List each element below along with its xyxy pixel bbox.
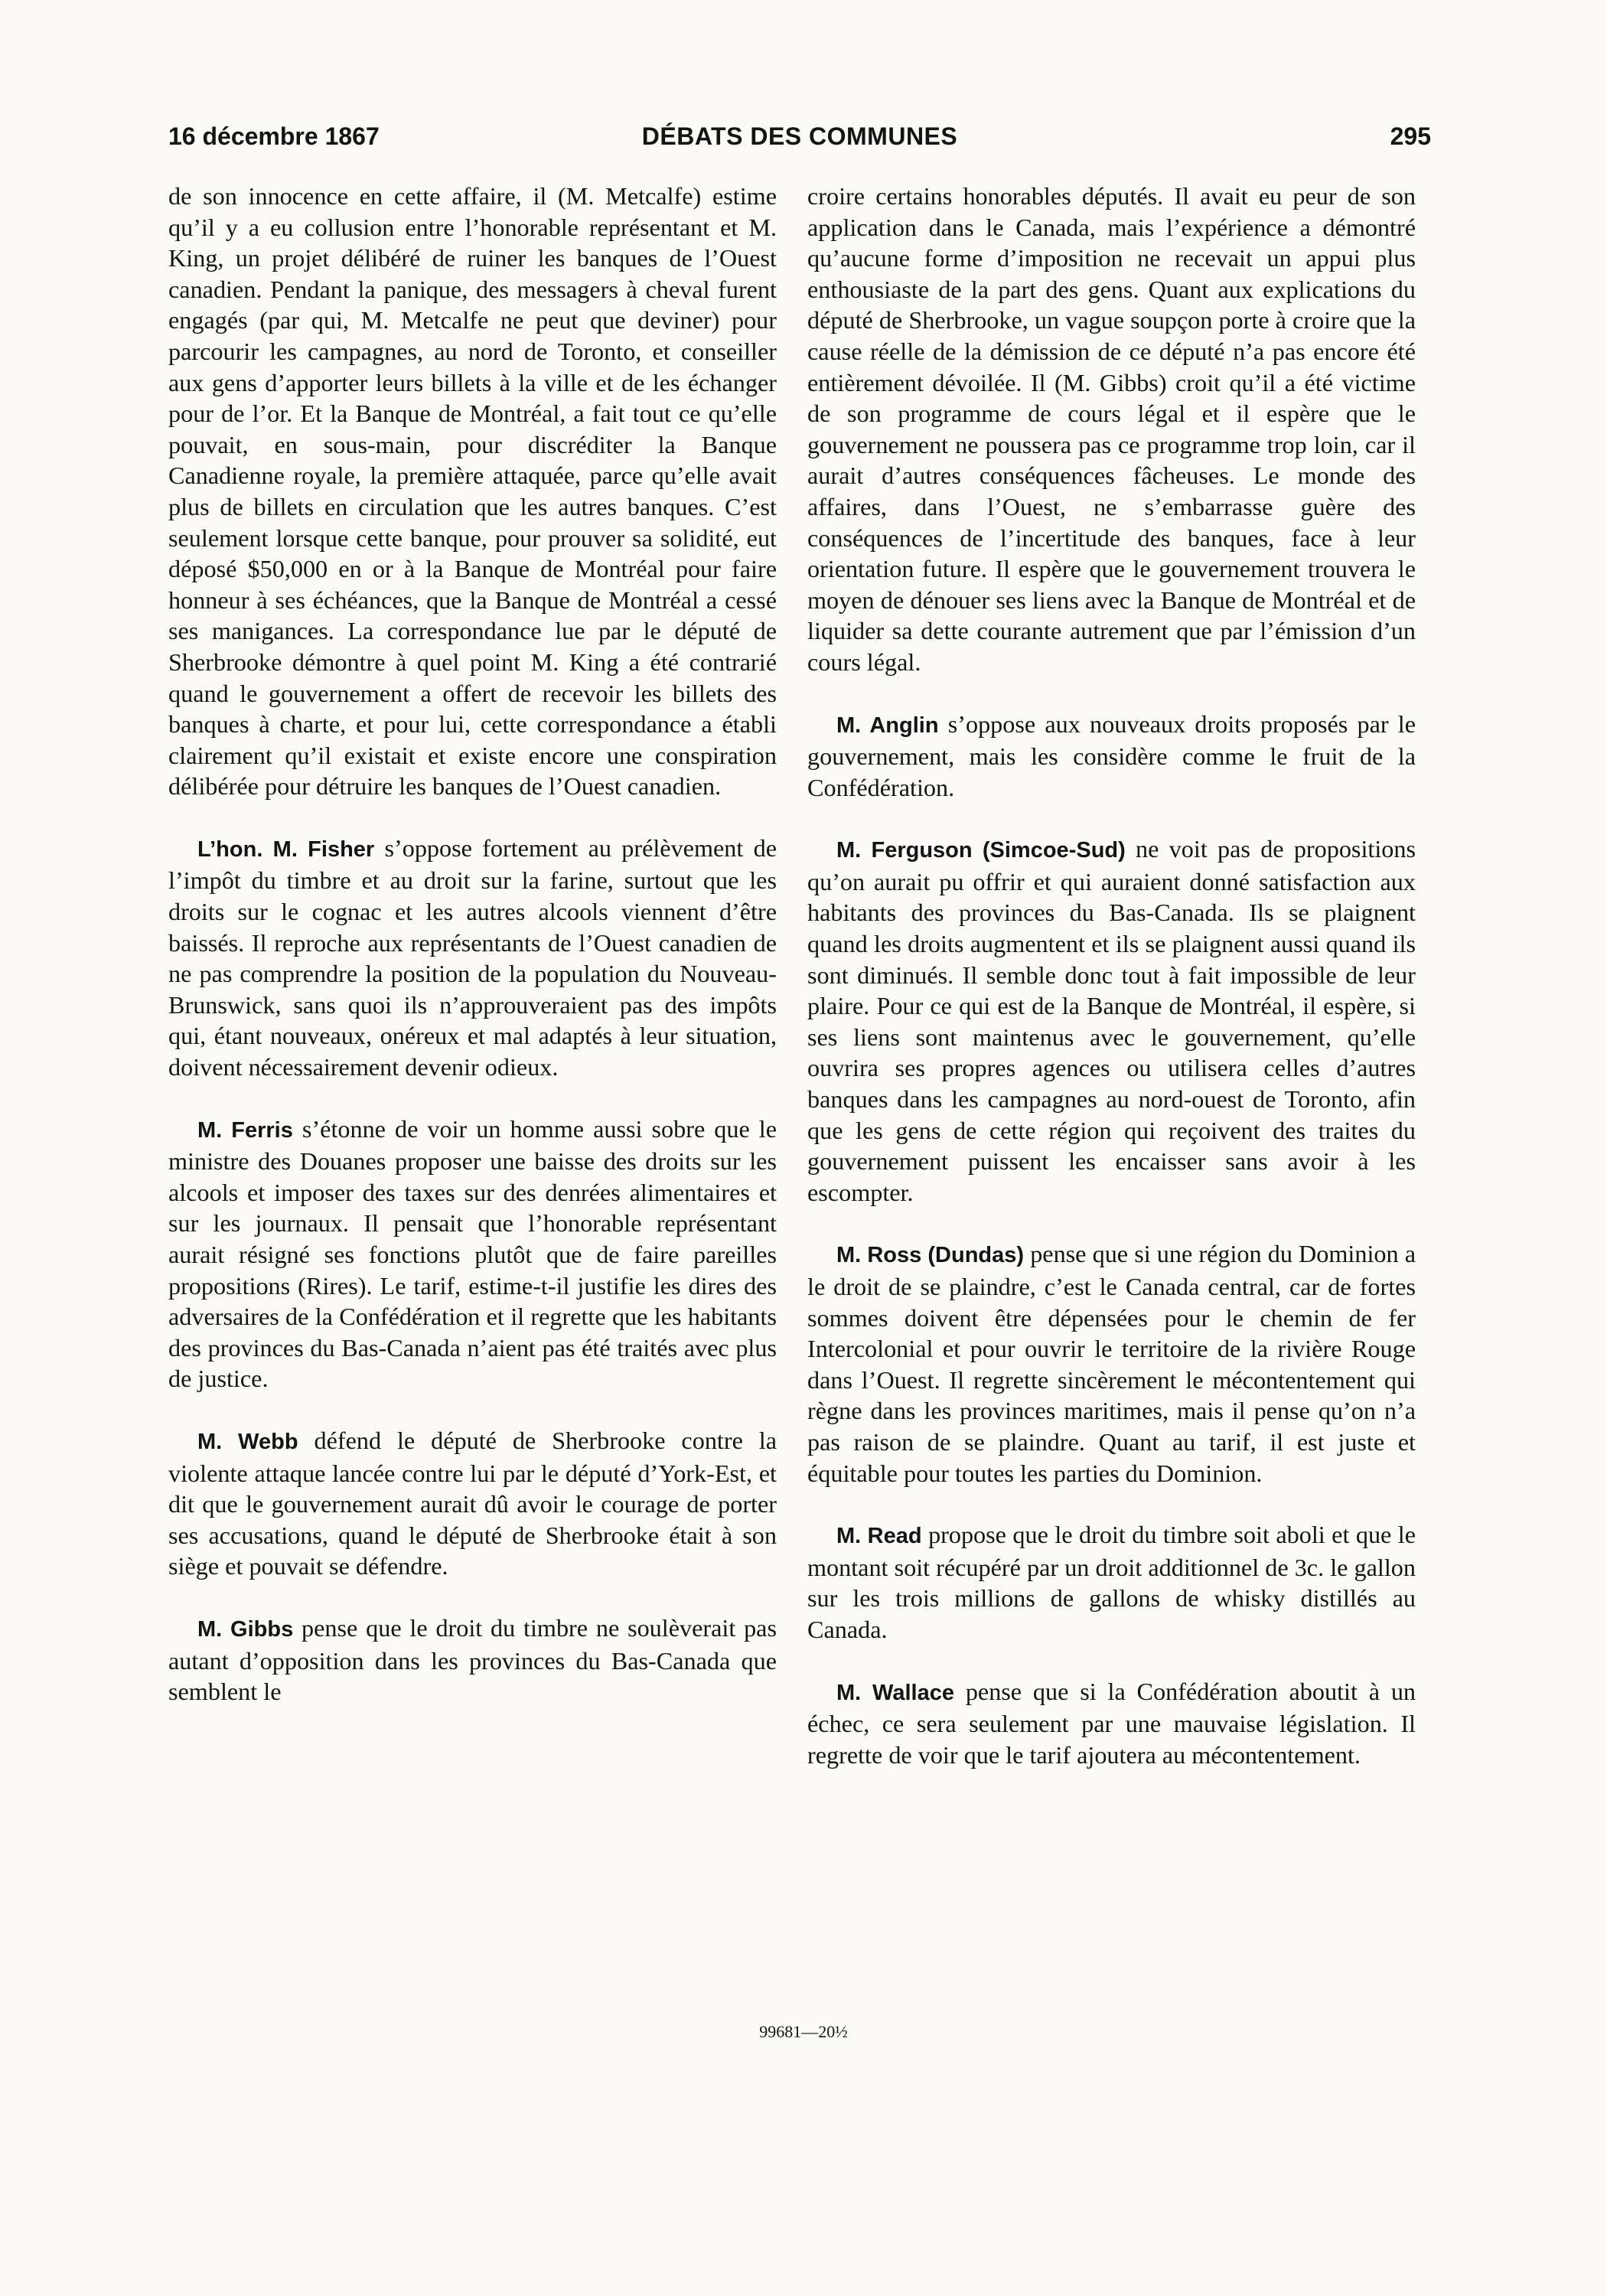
speaker-name: M. Anglin [836,713,939,738]
paragraph-text: s’étonne de voir un homme aussi sobre que le ministre des Douanes proposer une baisse des droits sur les alcools et imposer des taxes sur des denrées alimentaires et sur les journaux. Il pensait que l’honorable représentant aurait résigné ses fonctions plutôt que de faire pareilles propositions (Rires). Le tarif, estime-t-il justifie les dires des adversaires de la Confédération et il regrette que les habitants des provinces du Bas-Canada n’aient pas été traités avec plus de justice. [168,1114,777,1393]
paragraph-text: défend le député de Sherbrooke contre la violente attaque lancée contre lui par le député d’York-Est, et dit que le gouvernement aurait dû avoir le courage de porter ses accusations, quand le député de Sherbrooke était à son siège et pouvait se défendre. [168,1426,777,1580]
paragraph [807,1519,1416,1645]
header-title: DÉBATS DES COMMUNES [641,122,958,150]
page-number: 295 [1390,122,1431,150]
paragraph-text: s’oppose aux nouveaux droits proposés par le gouvernement, mais les considère comme le fruit de la Confédération. [807,709,1416,801]
paragraph-text: croire certains honorables députés. Il avait eu peur de son application dans le Canada, mais l’expérience a démontré qu’aucune forme d’imposition ne recevait un appui plus enthousiaste de la part des gens. Quant aux explications du député de Sherbrooke, un vague soupçon porte à croire que la cause réelle de la démission de ce député n’a pas encore été entièrement dévoilée. Il (M. Gibbs) croit qu’il a été victime de son programme de cours légal et il espère que le gouvernement ne poussera pas ce programme trop loin, car il aurait d’autres conséquences fâcheuses. Le monde des affaires, dans l’Ouest, ne s’embarrasse guère des conséquences de l’incertitude des banques, face à leur orientation future. Il espère que le gouvernement trouvera le moyen de dénouer ses liens avec la Banque de Montréal et de liquider sa dette courante autrement que par l’émission d’un cours légal. [807,182,1416,676]
paragraph [807,1676,1416,1771]
speaker-name: M. Wallace [836,1680,954,1705]
speaker-name: M. Read [836,1524,922,1549]
paragraph [807,833,1416,1208]
speaker-name: L’hon. M. Fisher [197,837,375,862]
paragraph [807,709,1416,804]
paragraph-text: pense que le droit du timbre ne soulèverait pas autant d’opposition dans les provinces du Bas-Canada que semblent le [168,1613,777,1706]
paragraph-text: ne voit pas de propositions qu’on aurait pu offrir et qui auraient donné satisfaction aux habitants des provinces du Bas-Canada. Ils se plaignent quand les droits augmentent et ils se plaignent aussi quand ils sont diminués. Il semble donc tout à fait impossible de leur plaire. Pour ce qui est de la Banque de Montréal, il espère, si ses liens sont maintenus avec le gouvernement, qu’elle ouvrira ses propres agences ou utilisera celles d’autres banques dans les campagnes au nord-ouest de Toronto, afin que les gens de cette région qui reçoivent des traites du gouvernement puissent les encaisser sans avoir à les escompter. [807,835,1416,1206]
paragraph-text: s’oppose fortement au prélèvement de l’impôt du timbre et au droit sur la farine, surtout que les droits sur le cognac et les autres alcools viennent d’être baissés. Il reproche aux représentants de l’Ouest canadien de ne pas comprendre la position de la population du Nouveau-Brunswick, sans quoi ils n’approuveraient pas des impôts qui, étant nouveaux, onéreux et mal adaptés à leur situation, doivent nécessairement devenir odieux. [168,833,777,1081]
paragraph-text: pense que si une région du Dominion a le droit de se plaindre, c’est le Canada central, car de fortes sommes doivent être dépensées pour le chemin de fer Intercolonial et pour ouvrir le territoire de la rivière Rouge dans l’Ouest. Il regrette sincèrement le mécontentement qui règne dans les provinces maritimes, mais il pense qu’on n’a pas raison de se plaindre. Quant au tarif, il est juste et équitable pour toutes les parties du Dominion. [807,1240,1416,1487]
right-column [807,181,1416,1770]
speaker-name: M. Ferguson (Simcoe-Sud) [836,838,1126,863]
speaker-name: M. Gibbs [197,1616,294,1642]
paragraph [168,1114,777,1394]
printer-code: 99681—20½ [759,2022,848,2041]
paragraph-text: propose que le droit du timbre soit aboli et que le montant soit récupéré par un droit additionnel de 3c. le gallon sur les trois millions de gallons de whisky distillés au Canada. [807,1521,1416,1643]
paragraph [807,181,1416,678]
speaker-name: M. Webb [197,1429,298,1454]
paragraph [168,1613,777,1707]
paragraph-text: pense que si la Confédération aboutit à un échec, ce sera seulement par une mauvaise législation. Il regrette de voir que le tarif ajoutera au mécontentement. [807,1677,1416,1769]
paragraph [807,1238,1416,1489]
paragraph-text: de son innocence en cette affaire, il (M. Metcalfe) estime qu’il y a eu collusion entre l’honorable représentant et M. King, un projet délibéré de ruiner les banques de l’Ouest canadien. Pendant la panique, des messagers à cheval furent engagés (par qui, M. Metcalfe ne peut que deviner) pour parcourir les campagnes, au nord de Toronto, et conseiller aux gens d’apporter leurs billets à la ville et de les échanger pour de l’or. Et la Banque de Montréal, a fait tout ce qu’elle pouvait, en sous-main, pour discréditer la Banque Canadienne royale, la première attaquée, parce qu’elle avait plus de billets en circulation que les autres banques. C’est seulement lorsque cette banque, pour prouver sa solidité, eut déposé $50,000 en or à la Banque de Montréal pour faire honneur à ses échéances, que la Banque de Montréal a cessé ses manigances. La correspondance lue par le député de Sherbrooke démontre à quel point M. King a été contrarié quand le gouvernement a offert de recevoir les billets des banques à charte, et pour lui, cette correspondance a établi clairement qu’il existait et existe encore une conspiration délibérée pour détruire les banques de l’Ouest canadien. [168,182,777,801]
header-date: 16 décembre 1867 [168,122,380,150]
page-header [168,122,1431,161]
left-column [168,181,777,1707]
speaker-name: M. Ferris [197,1117,293,1143]
speaker-name: M. Ross (Dundas) [836,1243,1025,1268]
paragraph [168,833,777,1083]
paragraph [168,181,777,802]
paragraph [168,1425,777,1582]
